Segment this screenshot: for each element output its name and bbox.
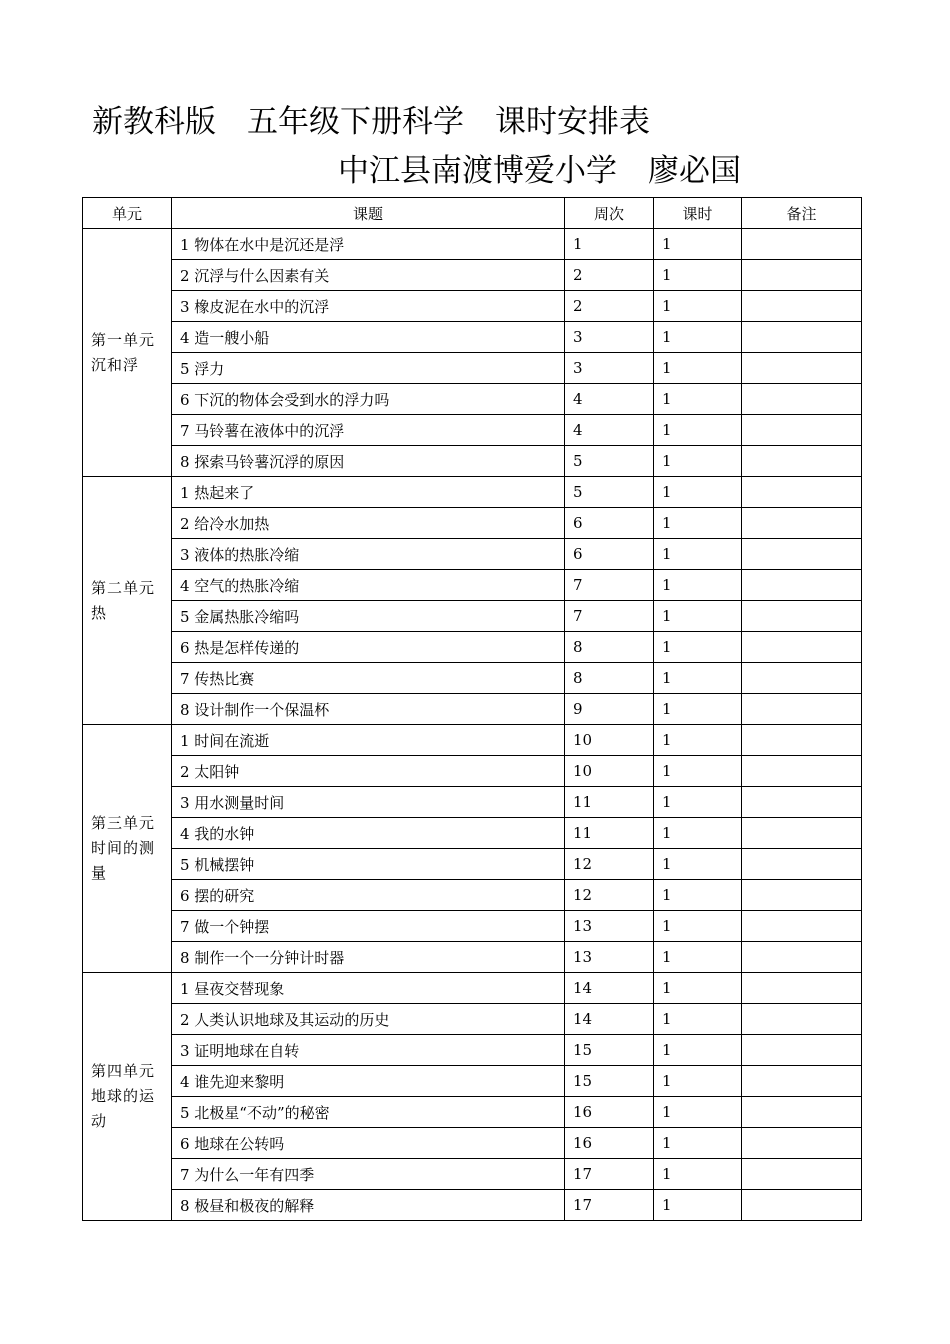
lesson-hours-cell: 1 <box>654 1190 742 1221</box>
lesson-week-cell: 17 <box>565 1159 654 1190</box>
table-row <box>83 1004 862 1035</box>
lesson-note-cell <box>742 818 862 849</box>
lesson-topic-cell: 5 浮力 <box>172 353 565 384</box>
lesson-hours-cell: 1 <box>654 973 742 1004</box>
table-row <box>83 384 862 415</box>
lesson-note-cell <box>742 1159 862 1190</box>
lesson-topic-cell: 8 极昼和极夜的解释 <box>172 1190 565 1221</box>
header-unit: 单元 <box>83 198 172 229</box>
table-row <box>83 787 862 818</box>
lesson-hours-cell: 1 <box>654 415 742 446</box>
table-row <box>83 911 862 942</box>
lesson-topic-cell: 7 为什么一年有四季 <box>172 1159 565 1190</box>
lesson-note-cell <box>742 260 862 291</box>
lesson-note-cell <box>742 942 862 973</box>
table-row <box>83 663 862 694</box>
lesson-note-cell <box>742 787 862 818</box>
lesson-topic-cell: 1 时间在流逝 <box>172 725 565 756</box>
lesson-topic-cell: 1 物体在水中是沉还是浮 <box>172 229 565 260</box>
lesson-note-cell <box>742 1097 862 1128</box>
lesson-hours-cell: 1 <box>654 477 742 508</box>
table-row <box>83 973 862 1004</box>
lesson-week-cell: 16 <box>565 1128 654 1159</box>
table-row <box>83 632 862 663</box>
lesson-topic-cell: 6 热是怎样传递的 <box>172 632 565 663</box>
table-row <box>83 1159 862 1190</box>
lesson-topic-cell: 1 热起来了 <box>172 477 565 508</box>
lesson-hours-cell: 1 <box>654 446 742 477</box>
lesson-topic-cell: 7 马铃薯在液体中的沉浮 <box>172 415 565 446</box>
header-topic: 课题 <box>172 198 565 229</box>
lesson-week-cell: 10 <box>565 725 654 756</box>
lesson-note-cell <box>742 663 862 694</box>
lesson-note-cell <box>742 601 862 632</box>
document-subtitle: 中江县南渡博爱小学 廖必国 <box>338 153 741 189</box>
lesson-hours-cell: 1 <box>654 322 742 353</box>
lesson-note-cell <box>742 1190 862 1221</box>
lesson-topic-cell: 1 昼夜交替现象 <box>172 973 565 1004</box>
lesson-week-cell: 3 <box>565 353 654 384</box>
lesson-week-cell: 9 <box>565 694 654 725</box>
lesson-note-cell <box>742 880 862 911</box>
table-row <box>83 1035 862 1066</box>
header-hours: 课时 <box>654 198 742 229</box>
lesson-week-cell: 1 <box>565 229 654 260</box>
table-row <box>83 756 862 787</box>
lesson-topic-cell: 8 制作一个一分钟计时器 <box>172 942 565 973</box>
lesson-topic-cell: 2 人类认识地球及其运动的历史 <box>172 1004 565 1035</box>
table-row <box>83 353 862 384</box>
header-note: 备注 <box>742 198 862 229</box>
lesson-topic-cell: 2 沉浮与什么因素有关 <box>172 260 565 291</box>
lesson-topic-cell: 5 机械摆钟 <box>172 849 565 880</box>
unit-name-cell: 第四单元地球的运动 <box>83 973 172 1221</box>
lesson-week-cell: 12 <box>565 880 654 911</box>
lesson-note-cell <box>742 353 862 384</box>
lesson-note-cell <box>742 849 862 880</box>
lesson-hours-cell: 1 <box>654 1097 742 1128</box>
lesson-topic-cell: 5 金属热胀冷缩吗 <box>172 601 565 632</box>
lesson-week-cell: 6 <box>565 539 654 570</box>
lesson-hours-cell: 1 <box>654 539 742 570</box>
table-row <box>83 818 862 849</box>
unit-name-cell: 第二单元热 <box>83 477 172 725</box>
lesson-note-cell <box>742 477 862 508</box>
lesson-week-cell: 2 <box>565 260 654 291</box>
table-row <box>83 570 862 601</box>
lesson-hours-cell: 1 <box>654 384 742 415</box>
table-body <box>83 229 862 1221</box>
lesson-topic-cell: 6 下沉的物体会受到水的浮力吗 <box>172 384 565 415</box>
table-row <box>83 694 862 725</box>
lesson-topic-cell: 2 太阳钟 <box>172 756 565 787</box>
lesson-week-cell: 10 <box>565 756 654 787</box>
document-title: 新教科版 五年级下册科学 课时安排表 <box>92 104 650 140</box>
table-row <box>83 849 862 880</box>
lesson-topic-cell: 3 用水测量时间 <box>172 787 565 818</box>
lesson-note-cell <box>742 1128 862 1159</box>
table-row <box>83 601 862 632</box>
lesson-note-cell <box>742 229 862 260</box>
lesson-hours-cell: 1 <box>654 1128 742 1159</box>
lesson-hours-cell: 1 <box>654 694 742 725</box>
lesson-week-cell: 16 <box>565 1097 654 1128</box>
lesson-week-cell: 8 <box>565 632 654 663</box>
lesson-hours-cell: 1 <box>654 508 742 539</box>
lesson-week-cell: 3 <box>565 322 654 353</box>
lesson-week-cell: 7 <box>565 570 654 601</box>
lesson-hours-cell: 1 <box>654 353 742 384</box>
lesson-note-cell <box>742 973 862 1004</box>
lesson-note-cell <box>742 446 862 477</box>
lesson-note-cell <box>742 291 862 322</box>
lesson-note-cell <box>742 539 862 570</box>
lesson-hours-cell: 1 <box>654 601 742 632</box>
lesson-topic-cell: 3 液体的热胀冷缩 <box>172 539 565 570</box>
lesson-hours-cell: 1 <box>654 787 742 818</box>
lesson-topic-cell: 4 谁先迎来黎明 <box>172 1066 565 1097</box>
lesson-hours-cell: 1 <box>654 1159 742 1190</box>
lesson-note-cell <box>742 1035 862 1066</box>
lesson-week-cell: 5 <box>565 477 654 508</box>
lesson-hours-cell: 1 <box>654 880 742 911</box>
lesson-week-cell: 17 <box>565 1190 654 1221</box>
lesson-topic-cell: 3 橡皮泥在水中的沉浮 <box>172 291 565 322</box>
lesson-hours-cell: 1 <box>654 663 742 694</box>
lesson-hours-cell: 1 <box>654 1066 742 1097</box>
lesson-topic-cell: 3 证明地球在自转 <box>172 1035 565 1066</box>
lesson-topic-cell: 7 传热比赛 <box>172 663 565 694</box>
lesson-topic-cell: 6 地球在公转吗 <box>172 1128 565 1159</box>
lesson-week-cell: 7 <box>565 601 654 632</box>
lesson-note-cell <box>742 632 862 663</box>
table-row <box>83 942 862 973</box>
lesson-hours-cell: 1 <box>654 570 742 601</box>
table-row <box>83 539 862 570</box>
lesson-topic-cell: 6 摆的研究 <box>172 880 565 911</box>
lesson-note-cell <box>742 1004 862 1035</box>
lesson-hours-cell: 1 <box>654 756 742 787</box>
table-row <box>83 446 862 477</box>
lesson-note-cell <box>742 570 862 601</box>
lesson-note-cell <box>742 725 862 756</box>
lesson-hours-cell: 1 <box>654 260 742 291</box>
table-row <box>83 1066 862 1097</box>
lesson-note-cell <box>742 322 862 353</box>
table-row <box>83 725 862 756</box>
table-row <box>83 260 862 291</box>
lesson-hours-cell: 1 <box>654 911 742 942</box>
lesson-topic-cell: 5 北极星“不动”的秘密 <box>172 1097 565 1128</box>
lesson-week-cell: 5 <box>565 446 654 477</box>
lesson-note-cell <box>742 415 862 446</box>
lesson-week-cell: 14 <box>565 973 654 1004</box>
lesson-hours-cell: 1 <box>654 229 742 260</box>
lesson-hours-cell: 1 <box>654 291 742 322</box>
lesson-topic-cell: 4 造一艘小船 <box>172 322 565 353</box>
lesson-week-cell: 8 <box>565 663 654 694</box>
lesson-note-cell <box>742 508 862 539</box>
lesson-week-cell: 12 <box>565 849 654 880</box>
lesson-note-cell <box>742 384 862 415</box>
lesson-week-cell: 4 <box>565 384 654 415</box>
lesson-week-cell: 13 <box>565 942 654 973</box>
lesson-week-cell: 4 <box>565 415 654 446</box>
table-header-row <box>83 198 862 229</box>
lesson-topic-cell: 8 设计制作一个保温杯 <box>172 694 565 725</box>
table-row <box>83 477 862 508</box>
lesson-week-cell: 6 <box>565 508 654 539</box>
lesson-note-cell <box>742 911 862 942</box>
lesson-topic-cell: 4 我的水钟 <box>172 818 565 849</box>
table-row <box>83 880 862 911</box>
lesson-week-cell: 2 <box>565 291 654 322</box>
lesson-week-cell: 11 <box>565 787 654 818</box>
lesson-hours-cell: 1 <box>654 725 742 756</box>
lesson-hours-cell: 1 <box>654 818 742 849</box>
lesson-week-cell: 15 <box>565 1066 654 1097</box>
unit-name-cell: 第三单元时间的测量 <box>83 725 172 973</box>
lesson-note-cell <box>742 1066 862 1097</box>
lesson-note-cell <box>742 694 862 725</box>
table-row <box>83 229 862 260</box>
table-row <box>83 291 862 322</box>
lesson-week-cell: 13 <box>565 911 654 942</box>
lesson-topic-cell: 7 做一个钟摆 <box>172 911 565 942</box>
table-row <box>83 1190 862 1221</box>
table-row <box>83 322 862 353</box>
lesson-topic-cell: 2 给冷水加热 <box>172 508 565 539</box>
lesson-week-cell: 11 <box>565 818 654 849</box>
lesson-note-cell <box>742 756 862 787</box>
lesson-week-cell: 15 <box>565 1035 654 1066</box>
table-row <box>83 1097 862 1128</box>
header-week: 周次 <box>565 198 654 229</box>
lesson-topic-cell: 8 探索马铃薯沉浮的原因 <box>172 446 565 477</box>
lesson-hours-cell: 1 <box>654 632 742 663</box>
lesson-hours-cell: 1 <box>654 849 742 880</box>
table-row <box>83 508 862 539</box>
table-row <box>83 415 862 446</box>
unit-name-cell: 第一单元沉和浮 <box>83 229 172 477</box>
lesson-topic-cell: 4 空气的热胀冷缩 <box>172 570 565 601</box>
lesson-week-cell: 14 <box>565 1004 654 1035</box>
schedule-table <box>82 197 862 1221</box>
lesson-hours-cell: 1 <box>654 1035 742 1066</box>
lesson-hours-cell: 1 <box>654 1004 742 1035</box>
lesson-hours-cell: 1 <box>654 942 742 973</box>
table-row <box>83 1128 862 1159</box>
